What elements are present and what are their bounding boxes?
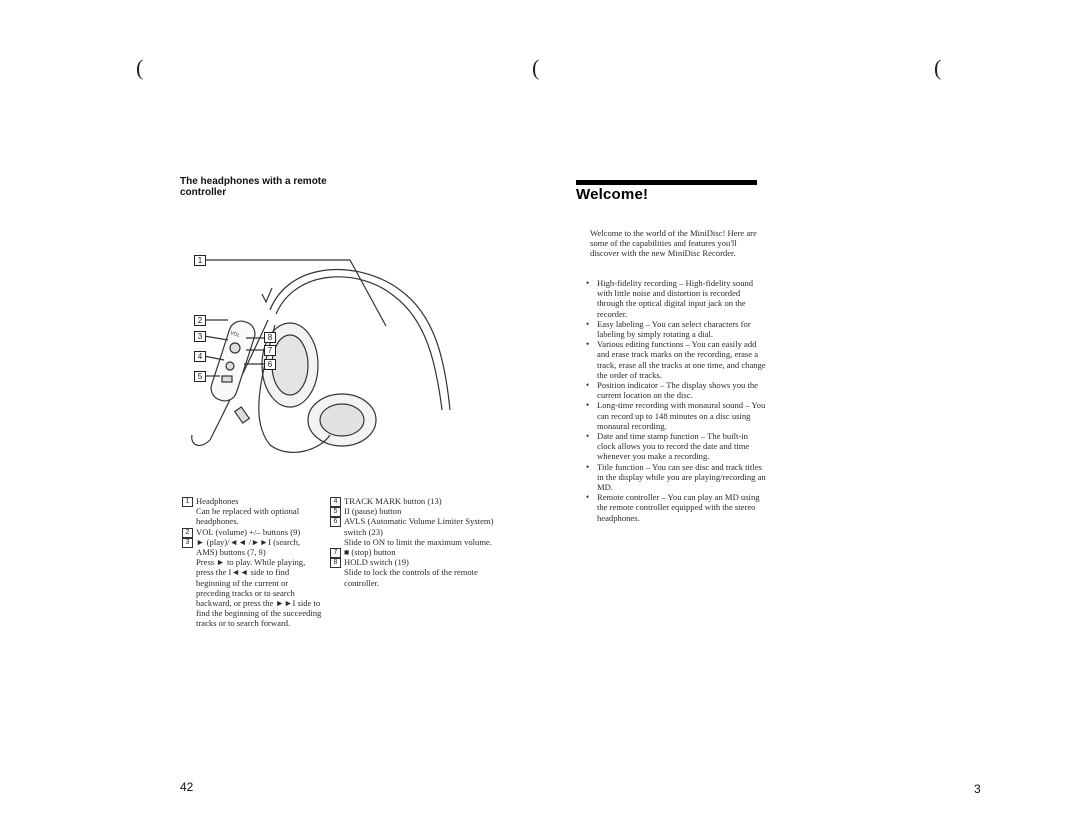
feature-item: [586, 400, 768, 431]
legend-desc: Press ► to play. While playing, press the I◄◄ side to find beginning of the current or preceding tracks or to search backward, or press the ►►I side to find the beginning of the succeeding tracks or to search forward.: [196, 557, 322, 629]
legend-text: II (pause) button: [344, 506, 402, 517]
callout-8: 8: [264, 332, 276, 343]
legend-number: 4: [330, 497, 341, 507]
legend-item-avls: [330, 516, 500, 547]
legend-text: VOL (volume) +/– buttons (9): [196, 526, 301, 537]
page-number-right: 3: [974, 782, 981, 796]
bullet-icon: •: [586, 492, 590, 503]
feature-text: Date and time stamp function – The built-in clock allows you to record the date and time whenever you make a recording.: [597, 431, 750, 462]
feature-text: High-fidelity recording – High-fidelity sound with little noise and distortion is recorded through the optical digital input jack on the recorder.: [597, 278, 754, 319]
callout-2: 2: [194, 315, 206, 326]
remote-vol-label: VOL: [229, 330, 241, 339]
legend-desc: Slide to lock the controls of the remote controller.: [344, 567, 478, 588]
bullet-icon: •: [586, 431, 590, 442]
legend-item-vol: [182, 527, 322, 537]
legend-text: ► (play)/◄◄ /►►I (search, AMS) buttons (7, 9): [196, 536, 301, 558]
legend-item-track-mark: [330, 496, 500, 506]
callout-6: 6: [264, 359, 276, 370]
legend-text: Headphones: [196, 496, 239, 506]
page-title: Welcome!: [576, 186, 649, 203]
legend-column-1: [182, 496, 322, 629]
headphones-illustration: [180, 250, 480, 460]
feature-list: [586, 278, 768, 523]
callout-7: 7: [264, 345, 276, 356]
callout-3: 3: [194, 331, 206, 342]
binding-mark-right: (: [934, 55, 942, 80]
section-title: The headphones with a remote controller: [180, 176, 327, 198]
binding-mark-center: (: [532, 55, 540, 80]
feature-item: [586, 492, 768, 523]
binding-mark-left: (: [136, 55, 144, 80]
legend-item-stop: [330, 547, 500, 557]
legend-text: AVLS (Automatic Volume Limiter System) switch (23): [344, 516, 494, 537]
legend-text: ■ (stop) button: [344, 547, 396, 558]
bullet-icon: •: [586, 400, 590, 411]
legend-item-headphones: [182, 496, 322, 527]
feature-text: Various editing functions – You can easily add and erase track marks on the recording, erase a track, erase all the tracks at one time, and change the order of tracks.: [597, 339, 766, 380]
feature-item: [586, 319, 768, 339]
legend-item-hold: [330, 557, 500, 588]
feature-item: [586, 462, 768, 493]
page-number-left: 42: [180, 780, 194, 794]
bullet-icon: •: [586, 318, 590, 329]
bullet-icon: •: [586, 278, 590, 288]
legend-number: 6: [330, 517, 341, 527]
legend-number: 5: [330, 507, 341, 517]
legend-desc: Can be replaced with optional headphones.: [196, 506, 300, 527]
legend-item-play-search: [182, 537, 322, 629]
bullet-icon: •: [586, 339, 590, 350]
callout-4: 4: [194, 351, 206, 362]
callout-5: 5: [194, 371, 206, 382]
feature-text: Remote controller – You can play an MD using the remote controller equipped with the stereo headphones.: [597, 492, 760, 523]
legend-text: TRACK MARK button (13): [344, 496, 442, 506]
title-rule: [576, 180, 757, 185]
legend-number: 3: [182, 538, 193, 548]
feature-item: [586, 339, 768, 380]
legend-item-pause: [330, 506, 500, 516]
legend-desc: Slide to ON to limit the maximum volume.: [344, 536, 492, 547]
legend-number: 1: [182, 497, 193, 507]
legend-column-2: [330, 496, 500, 588]
feature-text: Title function – You can see disc and track titles in the display while you are playing/recording an MD.: [597, 461, 766, 493]
legend-text: HOLD switch (19): [344, 557, 409, 568]
feature-text: Long-time recording with monaural sound – You can record up to 148 minutes on a disc using monaural recording.: [597, 400, 766, 431]
bullet-icon: •: [586, 461, 590, 472]
callout-1: 1: [194, 255, 206, 266]
feature-item: [586, 278, 768, 319]
feature-item: [586, 431, 768, 462]
legend-number: 2: [182, 528, 193, 538]
intro-paragraph: Welcome to the world of the MiniDisc! Here are some of the capabilities and features you'll discover with the new MiniDisc Recorder.: [590, 228, 757, 259]
feature-text: Easy labeling – You can select characters for labeling by simply rotating a dial.: [597, 318, 751, 340]
legend-number: 8: [330, 558, 341, 568]
legend-number: 7: [330, 548, 341, 558]
feature-item: [586, 380, 768, 400]
feature-text: Position indicator – The display shows you the current location on the disc.: [597, 380, 758, 401]
bullet-icon: •: [586, 380, 590, 391]
